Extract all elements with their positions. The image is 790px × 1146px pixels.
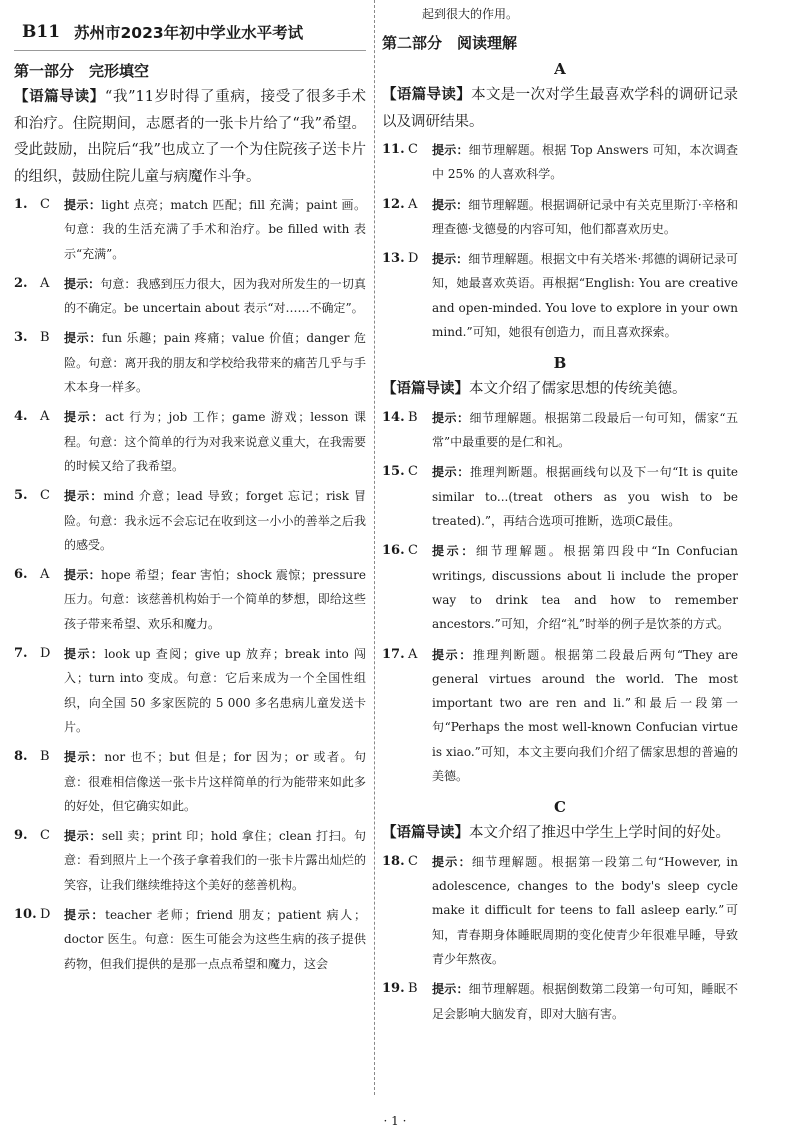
hint-label: 提示：	[432, 252, 469, 267]
hint-label: 提示：	[64, 198, 102, 212]
intro-text: 本文介绍了推迟中学生上学时间的好处。	[469, 825, 730, 842]
answer-letter: C	[408, 142, 418, 157]
question-number: 1.	[14, 197, 28, 212]
hint-text: nor 也不；but 但是；for 因为；or 或者。句意：很难相信像送一张卡片这样简单的行为能带来如此多的好处，但它确实如此。	[64, 750, 366, 813]
hint-text: 细节理解题。根据第一段第二句“However, in adolescence, changes to the body's sleep cycle make it difficult for teens to fall asleep early.”可知，青春期身体睡眠周期的变化使青少年很难早睡，导致青少年熬夜。	[432, 854, 738, 967]
answer-item	[382, 977, 738, 1026]
hint-body	[432, 138, 738, 187]
answer-letter: A	[40, 409, 50, 425]
hint-label: 提示：	[64, 908, 106, 923]
answer-letter: A	[408, 196, 418, 212]
hint-body	[432, 539, 738, 636]
answer-item	[14, 563, 366, 636]
question-number: 2.	[14, 275, 28, 291]
answer-item	[14, 405, 366, 478]
hint-label: 提示：	[432, 982, 469, 997]
answer-item	[14, 824, 366, 897]
answer-letter: C	[40, 488, 50, 504]
answer-item	[382, 193, 738, 242]
continued-text: 起到很大的作用。	[422, 7, 519, 21]
hint-text: fun 乐趣；pain 疼痛；value 价值；danger 危险。句意：离开我的朋友和学校给我带来的痛苦几乎与手术本身一样多。	[64, 331, 366, 395]
answer-letter: A	[408, 646, 418, 662]
answer-letter: B	[408, 409, 418, 425]
question-number: 6.	[14, 567, 28, 583]
hint-text: sell 卖；print 印；hold 拿住；clean 打扫。句意：看到照片上一个孩子拿着我们的一张卡片露出灿烂的笑容，让我们继续维持这个美好的慈善机构。	[64, 829, 366, 892]
left-column	[14, 58, 366, 982]
answer-letter: B	[40, 330, 50, 346]
question-number: 15.	[382, 464, 405, 480]
hint-text: hope 希望；fear 害怕；shock 震惊；pressure 压力。句意：该慈善机构始于一个简单的梦想，即给这些孩子带来希望、欢乐和魔力。	[64, 568, 366, 631]
passage-list	[382, 56, 738, 1026]
section-title-reading: 第二部分 阅读理解	[382, 34, 518, 52]
hint-body	[64, 326, 366, 399]
question-number: 17.	[382, 646, 405, 662]
page-number: · 1 ·	[383, 1114, 407, 1128]
passage-intro	[14, 84, 366, 190]
hint-text: 细节理解题。根据文中有关塔米·邦德的调研记录可知，她最喜欢英语。再根据“English: You are creative and open-minded. You love to explore in your own mind.”可知，她很有创造力，而且喜欢探索。	[432, 252, 738, 340]
page-header	[22, 14, 303, 50]
passage-intro	[382, 376, 738, 403]
hint-label: 提示：	[64, 829, 102, 844]
question-number: 12.	[382, 196, 405, 212]
hint-text: 细节理解题。根据调研记录中有关克里斯汀·辛格和理查德·戈德曼的内容可知，他们都喜欢历史。	[432, 197, 738, 236]
question-number: 3.	[14, 330, 28, 346]
answer-letter: B	[408, 981, 418, 997]
hint-text: 细节理解题。根据第二段最后一句可知，儒家“五常”中最重要的是仁和礼。	[432, 410, 738, 450]
passage-intro	[382, 82, 738, 135]
question-number: 18.	[382, 853, 405, 869]
hint-label: 提示：	[64, 750, 105, 765]
hint-text: 细节理解题。根据第四段中“In Confucian writings, discussions about li include the proper way to drink tea and how to remember ancestors.”可知，介绍“礼”时举的例子是饮茶的方式。	[432, 544, 738, 632]
answer-letter: C	[408, 853, 418, 869]
answer-letter: D	[40, 646, 51, 662]
question-number: 4.	[14, 409, 28, 425]
passage-letter: C	[554, 798, 566, 817]
hint-body	[64, 563, 366, 636]
answer-letter: A	[40, 567, 50, 583]
hint-body	[64, 193, 366, 266]
answer-list	[14, 193, 366, 976]
hint-text: 句意：我感到压力很大，因为我对所发生的一切真的不确定。be uncertain about 表示“对……不确定”。	[64, 276, 366, 316]
answer-item	[14, 272, 366, 321]
answer-item	[382, 247, 738, 344]
hint-label: 提示：	[64, 331, 103, 346]
intro-text: “我”11岁时得了重病，接受了很多手术和治疗。住院期间，志愿者的一张卡片给了“我”希望。受此鼓励，出院后“我”也成立了一个为住院孩子送卡片的组织，鼓励住院儿童与病魔作斗争。	[14, 89, 367, 185]
answer-item	[382, 539, 738, 636]
header-divider	[14, 50, 366, 51]
hint-label: 提示：	[64, 647, 105, 662]
answer-letter: D	[40, 907, 51, 923]
answer-letter: C	[40, 828, 50, 844]
hint-body	[432, 460, 738, 533]
hint-text: teacher 老师；friend 朋友；patient 病人；doctor 医生。句意：医生可能会为这些生病的孩子提供药物，但我们提供的是那一点点希望和魔力，这会	[64, 908, 366, 971]
answer-letter: A	[40, 275, 50, 291]
hint-label: 提示：	[432, 465, 470, 480]
answer-item	[382, 138, 738, 187]
hint-label: 提示：	[432, 143, 469, 157]
question-number: 5.	[14, 488, 28, 504]
hint-body	[64, 824, 366, 897]
intro-tag: 【语篇导读】	[382, 825, 469, 842]
hint-body	[64, 484, 366, 557]
answer-item	[382, 850, 738, 971]
hint-body	[432, 406, 738, 455]
answer-item	[14, 484, 366, 557]
answer-letter: D	[408, 251, 419, 267]
section-code: B11	[22, 22, 61, 42]
answer-item	[382, 406, 738, 455]
hint-text: look up 查阅；give up 放弃；break into 闯入；turn into 变成。句意：它后来成为一个全国性组织，向全国 50 多家医院的 5 000 多名患病儿童发送卡片。	[64, 647, 366, 734]
hint-label: 提示：	[64, 489, 104, 504]
answer-item	[382, 643, 738, 789]
question-number: 13.	[382, 251, 405, 267]
answer-item	[14, 326, 366, 399]
hint-text: 推理判断题。根据第二段最后两句“They are general virtues around the world. The most important two are ren and li.”和最后一段第一句“Perhaps the most well-known Confucian virtue is xiao.”可知，本文主要向我们介绍了儒家思想的普遍的美德。	[432, 647, 738, 784]
question-number: 11.	[382, 142, 405, 157]
hint-text: 细节理解题。根据 Top Answers 可知，本次调查中 25% 的人喜欢科学。	[432, 143, 738, 182]
hint-body	[64, 903, 366, 976]
answer-item	[14, 642, 366, 739]
question-number: 8.	[14, 749, 28, 765]
exam-title: 苏州市2023年初中学业水平考试	[74, 24, 304, 42]
answer-item	[382, 460, 738, 533]
question-number: 7.	[14, 646, 28, 662]
answer-letter: C	[408, 464, 418, 480]
intro-tag: 【语篇导读】	[14, 89, 105, 105]
question-number: 10.	[14, 907, 37, 923]
column-divider	[374, 0, 375, 1095]
hint-body	[64, 642, 366, 739]
hint-label: 提示：	[64, 276, 101, 291]
hint-label: 提示：	[432, 647, 473, 662]
answer-item	[14, 745, 366, 818]
passage-letter: A	[554, 60, 566, 78]
hint-label: 提示：	[64, 568, 101, 583]
intro-tag: 【语篇导读】	[382, 381, 469, 398]
intro-text: 本文是一次对学生最喜欢学科的调研记录以及调研结果。	[382, 87, 739, 130]
passage-intro	[382, 820, 738, 847]
hint-label: 提示：	[432, 197, 469, 212]
hint-text: light 点亮；match 匹配；fill 充满；paint 画。句意：我的生活充满了手术和治疗。be filled with 表示“充满”。	[64, 198, 366, 261]
answer-letter: B	[40, 749, 50, 765]
hint-text: 细节理解题。根据倒数第二段第一句可知，睡眠不足会影响大脑发育，即对大脑有害。	[432, 982, 738, 1021]
answer-letter: C	[408, 543, 418, 559]
hint-body	[432, 850, 738, 971]
hint-text: mind 介意；lead 导致；forget 忘记；risk 冒险。句意：我永远不会忘记在收到这一小小的善举之后我的感受。	[64, 489, 366, 552]
question-number: 19.	[382, 981, 405, 997]
hint-body	[432, 643, 738, 789]
question-number: 16.	[382, 543, 405, 559]
hint-text: 推理判断题。根据画线句以及下一句“It is quite similar to...(treat others as you wish to be treated).”，再结合选项可推断，选项C最佳。	[432, 465, 738, 529]
section-title-cloze: 第一部分 完形填空	[14, 62, 150, 80]
answer-item	[14, 903, 366, 976]
intro-text: 本文介绍了儒家思想的传统美德。	[469, 381, 687, 398]
hint-label: 提示：	[432, 544, 476, 559]
hint-label: 提示：	[64, 410, 106, 425]
hint-body	[432, 193, 738, 242]
hint-label: 提示：	[432, 854, 472, 869]
answer-letter: C	[40, 197, 50, 212]
hint-body	[432, 247, 738, 344]
hint-label: 提示：	[432, 410, 470, 425]
hint-body	[64, 745, 366, 818]
intro-tag: 【语篇导读】	[382, 87, 472, 103]
hint-body	[64, 272, 366, 321]
question-number: 14.	[382, 409, 405, 425]
hint-text: act 行为；job 工作；game 游戏；lesson 课程。句意：这个简单的行为对我来说意义重大，在我需要的时候又给了我希望。	[64, 410, 366, 473]
passage-letter: B	[553, 354, 567, 373]
hint-body	[432, 977, 738, 1026]
hint-body	[64, 405, 366, 478]
question-number: 9.	[14, 828, 28, 844]
right-column	[382, 2, 738, 1032]
answer-item	[14, 193, 366, 266]
